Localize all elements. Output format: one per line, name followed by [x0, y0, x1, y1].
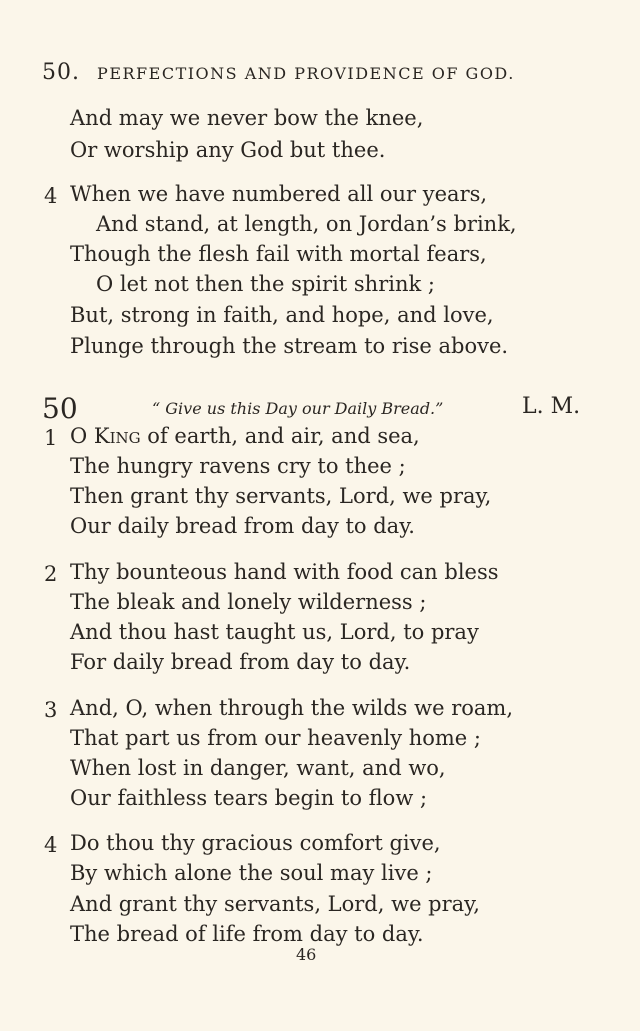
verse-line: When we have numbered all our years,: [70, 182, 488, 206]
hymn-title: “ Give us this Day our Daily Bread.”: [152, 399, 444, 418]
verse-line: Or worship any God but thee.: [70, 138, 386, 162]
folio-number: 46: [296, 945, 317, 964]
verse-line: Plunge through the stream to rise above.: [70, 334, 509, 358]
verse-line: When lost in danger, want, and wo,: [70, 756, 446, 780]
verse-line: Then grant thy servants, Lord, we pray,: [70, 484, 492, 508]
stanza-number: 4: [44, 833, 58, 857]
verse-line: And, O, when through the wilds we roam,: [70, 696, 513, 720]
verse-line: By which alone the soul may live ;: [70, 861, 433, 885]
hymn-meter: L. M.: [522, 394, 581, 419]
stanza-number: 2: [44, 562, 58, 586]
stanza-number: 4: [44, 184, 58, 208]
verse-line: Though the flesh fail with mortal fears,: [70, 242, 487, 266]
verse-line: For daily bread from day to day.: [70, 650, 411, 674]
verse-line: Our faithless tears begin to flow ;: [70, 786, 428, 810]
hymn-number: 50: [42, 392, 78, 425]
verse-line-rest: of earth, and air, and sea,: [140, 424, 420, 448]
stanza-number: 1: [44, 426, 58, 450]
verse-line: The bread of life from day to day.: [70, 922, 424, 946]
verse-line: Our daily bread from day to day.: [70, 514, 415, 538]
verse-line: The bleak and lonely wilderness ;: [70, 590, 427, 614]
verse-line: And thou hast taught us, Lord, to pray: [70, 620, 479, 644]
hymn-heading: [0, 392, 640, 425]
verse-line: And stand, at length, on Jordan’s brink,: [96, 212, 517, 236]
verse-line: That part us from our heavenly home ;: [70, 726, 481, 750]
verse-line: [70, 426, 420, 447]
verse-line: The hungry ravens cry to thee ;: [70, 454, 406, 478]
section-title: PERFECTIONS AND PROVIDENCE OF GOD.: [97, 64, 515, 83]
first-word: O King: [70, 424, 141, 448]
verse-line: And may we never bow the knee,: [70, 106, 424, 130]
stanza-number: 3: [44, 698, 58, 722]
verse-line: O let not then the spirit shrink ;: [96, 272, 435, 296]
verse-line: But, strong in faith, and hope, and love,: [70, 303, 494, 327]
verse-line: Thy bounteous hand with food can bless: [70, 560, 499, 584]
page-number: 50.: [42, 60, 80, 85]
verse-line: Do thou thy gracious comfort give,: [70, 831, 441, 855]
verse-line: And grant thy servants, Lord, we pray,: [70, 892, 480, 916]
running-head: [42, 60, 582, 85]
